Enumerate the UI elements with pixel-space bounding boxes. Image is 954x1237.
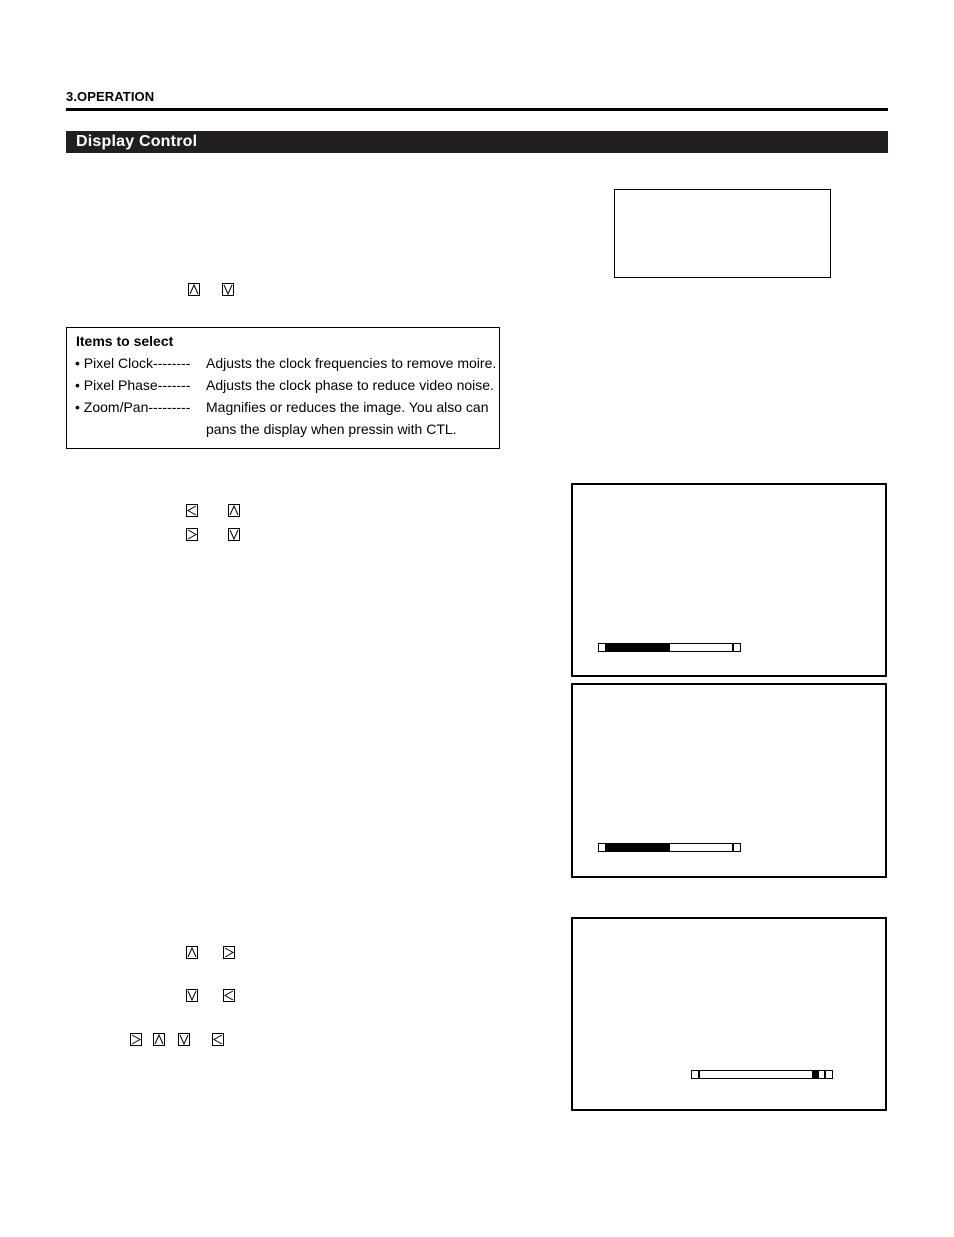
item-description: Adjusts the clock frequencies to remove moire. [206,355,497,371]
right-key-icon [186,528,198,541]
pixel-phase-screen [571,683,887,878]
left-key-icon [186,504,198,517]
item-leader: --------- [148,399,191,415]
down-key-icon [228,528,240,541]
slider-fill [607,844,670,851]
up-key-icon [186,946,198,959]
slider-left-icon [691,1070,699,1079]
slider-thumb [812,1071,819,1078]
slider-right-icon [825,1070,833,1079]
zoom-slider [691,1070,833,1079]
slider-fill [607,644,670,651]
slider-left-icon [598,843,606,852]
slider-right-icon [733,643,741,652]
pixel-clock-slider [598,643,741,652]
up-key-icon [188,283,200,296]
items-to-select-box [66,327,500,449]
right-key-icon [223,946,235,959]
slider-right-icon [733,843,741,852]
item-name: • Pixel Clock [75,355,154,371]
zoom-pan-screen [571,917,887,1111]
pixel-clock-screen [571,483,887,677]
up-key-icon [153,1033,165,1046]
left-key-icon [223,989,235,1002]
slider-track [606,643,733,652]
down-key-icon [186,989,198,1002]
slider-left-icon [598,643,606,652]
item-description: Magnifies or reduces the image. You also can [206,399,489,415]
header-rule [66,108,888,111]
item-name: • Zoom/Pan [75,399,149,415]
slider-track [606,843,733,852]
left-key-icon [212,1033,224,1046]
page-title: Display Control [76,133,198,150]
pixel-phase-slider [598,843,741,852]
slider-track [699,1070,825,1079]
item-name: • Pixel Phase [75,377,158,393]
section-label: 3.OPERATION [66,89,155,104]
item-description: Adjusts the clock phase to reduce video noise. [206,377,494,393]
list-item [75,399,489,415]
up-key-icon [228,504,240,517]
list-item [75,355,497,371]
section-title-bar [66,131,888,153]
item-description-continued: pans the display when pressin with CTL. [206,421,457,437]
down-key-icon [178,1033,190,1046]
down-key-icon [222,283,234,296]
item-leader: ------- [157,377,191,393]
items-box-title: Items to select [76,333,174,349]
menu-screen-preview [614,189,831,278]
list-item [75,377,494,393]
right-key-icon [130,1033,142,1046]
item-leader: -------- [153,355,191,371]
